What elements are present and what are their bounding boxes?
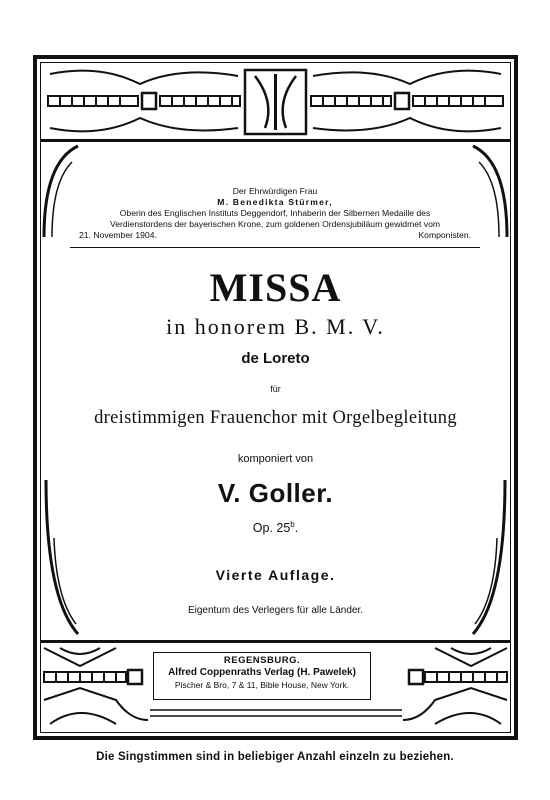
dedication-date: 21. November 1904.: [79, 230, 157, 240]
subtitle: in honorem B. M. V.: [166, 314, 385, 339]
for-word: für: [270, 384, 281, 394]
footer-note: Die Singstimmen sind in beliebiger Anzahl einzeln zu beziehen.: [96, 751, 454, 763]
publisher-name: Alfred Coppenraths Verlag (H. Pawelek): [168, 667, 356, 678]
rights-notice: Eigentum des Verlegers für alle Länder.: [187, 605, 364, 616]
dedication-date-row: [75, 230, 475, 241]
dedication-line-4: Verdienstordens der bayerischen Krone, zum goldenen Ordensjubiläum gewidmet vom: [109, 219, 441, 229]
composed-by: komponiert von: [237, 453, 314, 465]
dedication-signoff: Komponisten.: [418, 230, 471, 240]
top-art-nouveau-ornament: [40, 62, 511, 142]
dedication-line-1: Der Ehrwürdigen Frau: [232, 186, 318, 196]
publisher-city: REGENSBURG.: [223, 655, 301, 666]
dedication-name: M. Benedikta Stürmer,: [217, 197, 333, 207]
edition: Vierte Auflage.: [215, 567, 336, 583]
publisher-box: [153, 652, 371, 700]
scoring: dreistimmigen Frauenchor mit Orgelbegleitung: [94, 408, 457, 428]
divider-rule: [70, 247, 480, 248]
opus-superscript: b: [290, 520, 295, 529]
right-upper-swirl: [469, 142, 509, 242]
opus-end: .: [294, 521, 299, 536]
dedication-line-3: Oberin des Englischen Instituts Deggendorf, Inhaberin der Silbernen Medaille des: [119, 208, 431, 218]
opus-label: Op. 25: [252, 521, 291, 536]
dedication: [75, 186, 475, 241]
publisher-agent: Pischer & Bro, 7 & 11, Bible House, New York.: [174, 680, 350, 690]
inner-border: [40, 62, 511, 733]
composer-name: V. Goller.: [217, 478, 334, 508]
page-title: MISSA: [209, 265, 342, 310]
opus-number: [40, 520, 511, 535]
place-line: de Loreto: [241, 350, 310, 367]
